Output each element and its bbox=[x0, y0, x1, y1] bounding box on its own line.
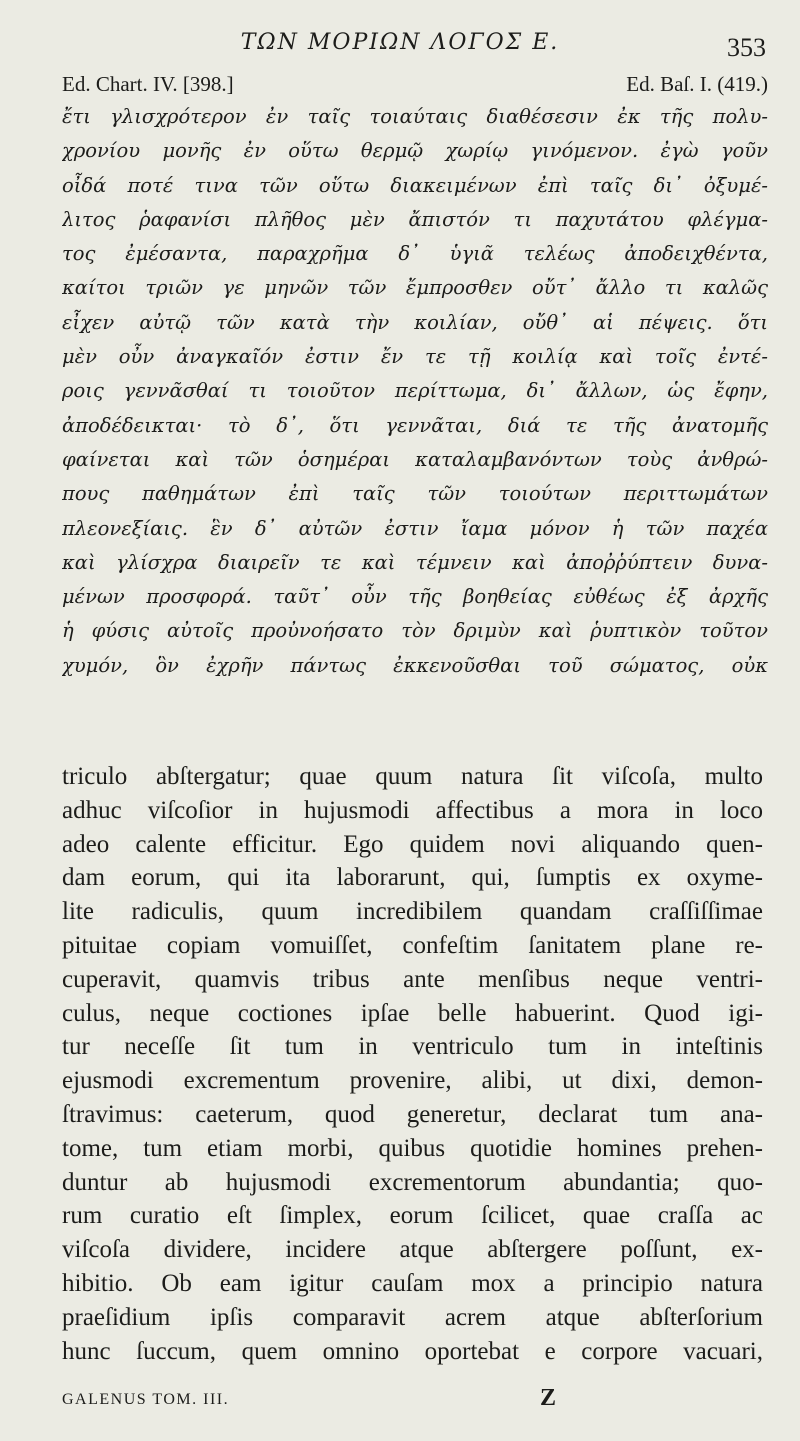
latin-text-line: adeo calente efficitur. Ego quidem novi aliquando quen- bbox=[62, 830, 763, 858]
greek-text-line: ἡ φύσις αὐτοῖς προὐνοήσατο τὸν δριμὺν καὶ ῥυπτικὸν τοῦτον bbox=[62, 619, 768, 643]
latin-text-block bbox=[62, 760, 763, 1368]
latin-text-line: praeſidium ipſis comparavit acrem atque abſterſorium bbox=[62, 1303, 763, 1331]
latin-text-line: tome, tum etiam morbi, quibus quotidie homines prehen- bbox=[62, 1134, 763, 1162]
greek-text-line: πλεονεξίαις. ἓν δ᾽ αὐτῶν ἐστιν ἴαμα μόνον ἡ τῶν παχέα bbox=[62, 516, 768, 540]
latin-text-line: adhuc viſcoſior in hujusmodi affectibus a mora in loco bbox=[62, 796, 763, 824]
greek-text-line: ροις γεννᾶσθαί τι τοιοῦτον περίττωμα, δι᾽ ἄλλων, ὡς ἔφην, bbox=[62, 379, 768, 403]
greek-text-line: μὲν οὖν ἀναγκαῖόν ἐστιν ἔν τε τῇ κοιλίᾳ καὶ τοῖς ἐντέ- bbox=[62, 345, 768, 369]
latin-text-line: ejusmodi excrementum provenire, alibi, ut dixi, demon- bbox=[62, 1067, 763, 1095]
page-footer bbox=[62, 1385, 768, 1415]
latin-text-line: viſcoſa dividere, incidere atque abſtergere poſſunt, ex- bbox=[62, 1236, 763, 1264]
latin-text-line: cuperavit, quamvis tribus ante menſibus neque ventri- bbox=[62, 965, 763, 993]
greek-text-line: καίτοι τριῶν γε μηνῶν τῶν ἔμπροσθεν οὔτ᾽ ἄλλο τι καλῶς bbox=[62, 276, 768, 300]
running-head bbox=[0, 30, 800, 60]
greek-text-line: καὶ γλίσχρα διαιρεῖν τε καὶ τέμνειν καὶ ἀποῤῥύπτειν δυνα- bbox=[62, 550, 768, 574]
greek-text-line: φαίνεται καὶ τῶν ὁσημέραι καταλαμβανόντων τοὺς ἀνθρώ- bbox=[62, 447, 768, 471]
latin-text-line: triculo abſtergatur; quae quum natura ſit viſcoſa, multo bbox=[62, 763, 763, 790]
greek-text-line: χυμόν, ὃν ἐχρῆν πάντως ἐκκενοῦσθαι τοῦ σώματος, οὐκ bbox=[62, 653, 768, 677]
greek-text-line: τος ἐμέσαντα, παραχρῆμα δ᾽ ὑγιᾶ τελέως ἀποδειχθέντα, bbox=[62, 242, 768, 266]
latin-text-line: pituitae copiam vomuiſſet, confeſtim ſanitatem plane re- bbox=[62, 931, 763, 959]
latin-text-line: rum curatio eſt ſimplex, eorum ſcilicet, quae craſſa ac bbox=[62, 1202, 763, 1230]
greek-text-line: λιτος ῥαφανίσι πλῆθος μὲν ἄπιστόν τι παχυτάτου φλέγμα- bbox=[62, 207, 768, 231]
greek-text-line: οἶδά ποτέ τινα τῶν οὕτω διακειμένων ἐπὶ ταῖς δι᾽ ὀξυμέ- bbox=[62, 173, 768, 197]
greek-text-line: πους παθημάτων ἐπὶ ταῖς τῶν τοιούτων περιττωμάτων bbox=[62, 482, 768, 506]
latin-text-line: culus, neque coctiones ipſae belle habuerint. Quod igi- bbox=[62, 999, 763, 1027]
signature-mark: Z bbox=[540, 1385, 557, 1411]
page-number: 353 bbox=[727, 33, 766, 62]
running-title: ΤΩΝ ΜΟΡΙΩΝ ΛΟΓΟΣ Ε. bbox=[240, 30, 560, 55]
latin-text-line: ſtravimus: caeterum, quod generetur, declarat tum ana- bbox=[62, 1100, 763, 1128]
edition-references bbox=[62, 72, 768, 98]
greek-text-line: ἀποδέδεικται· τὸ δ᾽, ὅτι γεννᾶται, διά τε τῆς ἀνατομῆς bbox=[62, 413, 768, 437]
greek-text-line: ἔτι γλισχρότερον ἐν ταῖς τοιαύταις διαθέσεσιν ἐκ τῆς πολυ- bbox=[62, 105, 768, 128]
latin-text-line: lite radiculis, quum incredibilem quandam craſſiſſimae bbox=[62, 898, 763, 926]
latin-text-line: hibitio. Ob eam igitur cauſam mox a principio natura bbox=[62, 1269, 763, 1297]
latin-text-line: duntur ab hujusmodi excrementorum abundantia; quo- bbox=[62, 1168, 763, 1196]
latin-text-line: dam eorum, qui ita laborarunt, qui, ſumptis ex oxyme- bbox=[62, 864, 763, 892]
edition-ref-chartier: Ed. Chart. IV. [398.] bbox=[62, 72, 234, 96]
greek-text-line: χρονίου μονῆς ἐν οὕτω θερμῷ χωρίῳ γινόμενον. ἐγὼ γοῦν bbox=[62, 139, 768, 163]
latin-text-line: hunc ſuccum, quem omnino oportebat e corpore vacuari, bbox=[62, 1337, 763, 1365]
greek-text-block bbox=[62, 100, 768, 683]
greek-text-line: μένων προσφορά. ταῦτ᾽ οὖν τῆς βοηθείας εὐθέως ἐξ ἀρχῆς bbox=[62, 585, 768, 609]
edition-ref-basel: Ed. Baſ. I. (419.) bbox=[626, 72, 768, 96]
latin-text-line: tur neceſſe ſit tum in ventriculo tum in inteſtinis bbox=[62, 1033, 763, 1061]
signature-line: GALENUS TOM. III. bbox=[62, 1391, 230, 1408]
greek-text-line: εἶχεν αὐτῷ τῶν κατὰ τὴν κοιλίαν, οὔθ᾽ αἱ πέψεις. ὅτι bbox=[62, 310, 768, 334]
